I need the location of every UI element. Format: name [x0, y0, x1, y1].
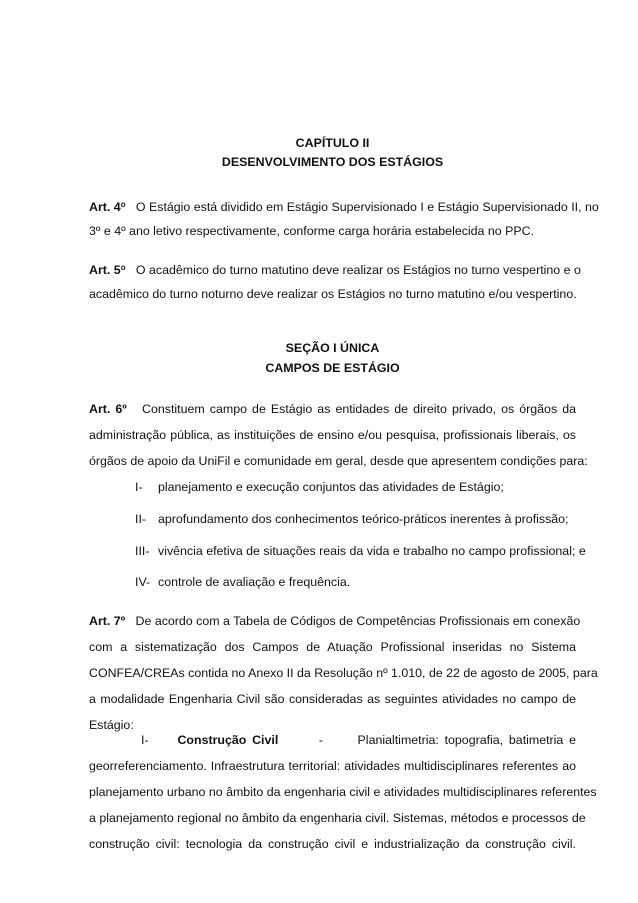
art6-line-1: Art. 6º Constituem campo de Estágio as entidades de direito privado, os órgãos da: [89, 402, 576, 416]
construction-heading: Construção Civil: [177, 733, 279, 747]
art7-line-5: Estágio:: [89, 718, 134, 732]
construction-paragraph: [89, 727, 597, 857]
construction-line-1: I- Construção Civil - Planialtimetria: topografia, batimetria e: [141, 733, 576, 747]
construction-line-3: planejamento urbano no âmbito da engenharia civil e atividades multidisciplinares referentes: [89, 785, 597, 799]
art7-line-1: Art. 7º De acordo com a Tabela de Códigos de Competências Profissionais em conexão: [89, 614, 581, 628]
art5-line-2: acadêmico do turno noturno deve realizar os Estágios no turno matutino e/ou vespertino.: [89, 287, 577, 301]
construction-line-4: a planejamento regional no âmbito da engenharia civil. Sistemas, métodos e processos de: [89, 811, 586, 825]
art7-line-4: a modalidade Engenharia Civil são consideradas as seguintes atividades no campo de: [89, 692, 576, 706]
art6-item-1: I- planejamento e execução conjuntos das atividades de Estágio;: [135, 480, 504, 494]
section-title: SEÇÃO I ÚNICA: [285, 341, 380, 355]
art6-item-3: III- vivência efetiva de situações reais da vida e trabalho no campo profissional; e: [135, 544, 586, 558]
art6-item-2: II- aprofundamento dos conhecimentos teórico-práticos inerentes à profissão;: [135, 512, 569, 526]
art6-line-3: órgãos de apoio da UniFil e comunidade em geral, desde que apresentem condições para:: [89, 454, 588, 468]
construction-line-2: georreferenciamento. Infraestrutura territorial: atividades multidisciplinares referentes ao: [89, 759, 576, 773]
art5-label: Art. 5$^o$: [89, 263, 126, 277]
art7-line-3: CONFEA/CREAs contida no Anexo II da Resolução nº 1.010, de 22 de agosto de 2005, para: [89, 666, 598, 680]
chapter-subtitle: DESENVOLVIMENTO DOS ESTÁGIOS: [221, 155, 444, 169]
art7-line-2: com a sistematização dos Campos de Atuação Profissional inseridas no Sistema: [89, 640, 576, 654]
art6-paragraph: [89, 396, 588, 474]
chapter-title: CAPÍTULO II: [295, 136, 370, 150]
art6-line-2: administração pública, as instituições de ensino e/ou pesquisa, profissionais liberais, os: [89, 428, 576, 442]
construction-line-5: construção civil: tecnologia da construção civil e industrialização da construção civil.: [89, 837, 576, 851]
art5-line-1: Art. 5$^o$ O acadêmico do turno matutino deve realizar os Estágios no turno vespertino e o: [89, 263, 581, 277]
art4-line-2: 3º e 4º ano letivo respectivamente, conforme carga horária estabelecida no PPC.: [89, 224, 535, 238]
art4-line-1: Art. 4$^o$ O Estágio está dividido em Estágio Supervisionado I e Estágio Supervisionado II, no: [89, 200, 599, 214]
art4-label: Art. 4$^o$: [89, 200, 126, 214]
art6-label: Art. 6º: [89, 402, 127, 416]
art7-label: Art. 7º: [89, 614, 126, 628]
art4-paragraph: [89, 192, 599, 244]
art6-item-4: IV- controle de avaliação e frequência.: [135, 575, 351, 589]
section-subtitle: CAMPOS DE ESTÁGIO: [265, 361, 400, 375]
art7-paragraph: [89, 608, 598, 738]
art5-paragraph: [89, 255, 581, 307]
